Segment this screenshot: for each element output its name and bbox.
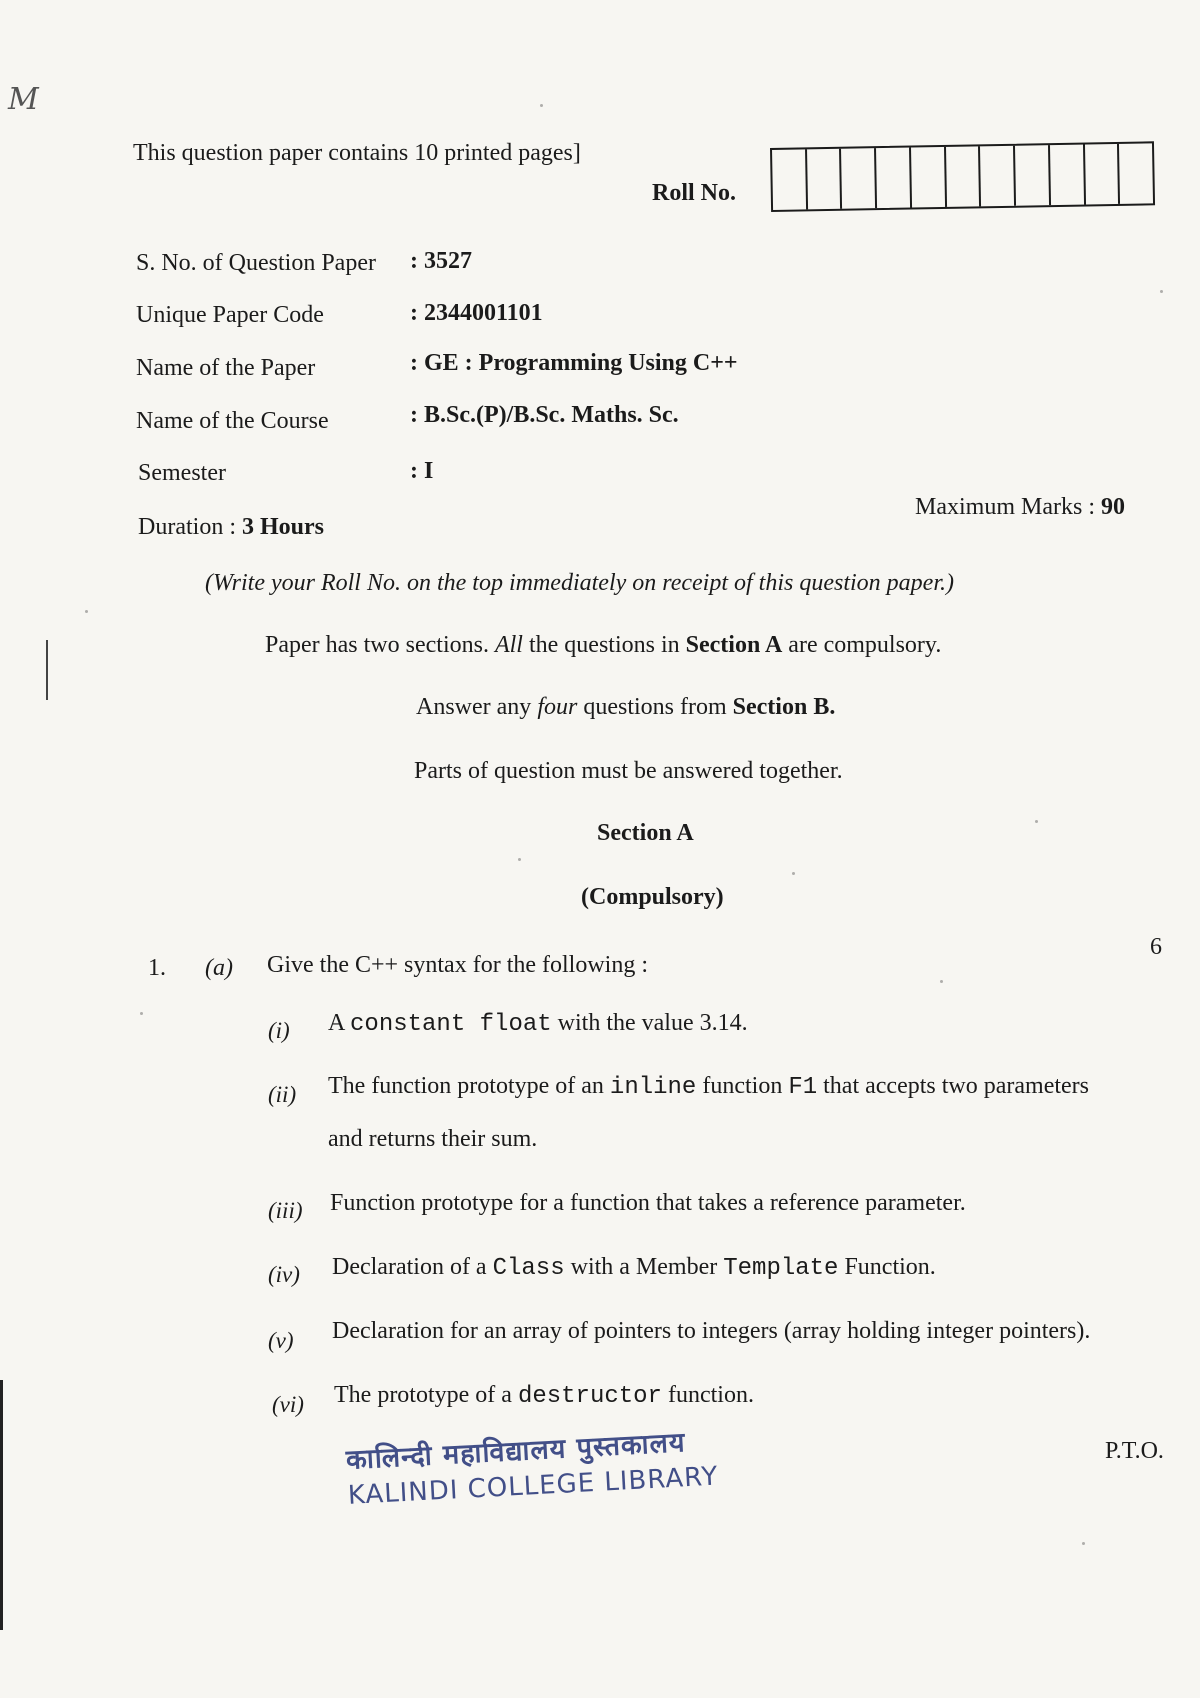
item-text: The function prototype of an bbox=[328, 1073, 610, 1099]
code-keyword: constant float bbox=[350, 1011, 552, 1038]
item-text: Declaration of a bbox=[332, 1254, 493, 1280]
instr-section-ref: Section B. bbox=[732, 694, 836, 720]
stamp-hindi-text: कालिन्दी महाविद्यालय पुस्तकालय bbox=[345, 1427, 687, 1476]
question-marks: 6 bbox=[1150, 934, 1162, 960]
question-number: 1. bbox=[148, 955, 166, 981]
meta-value-course: : B.Sc.(P)/B.Sc. Maths. Sc. bbox=[410, 402, 679, 428]
duration bbox=[138, 514, 324, 541]
question-text: Give the C++ syntax for the following : bbox=[267, 952, 649, 978]
maximum-marks bbox=[915, 494, 1125, 521]
roll-cell bbox=[980, 146, 1016, 207]
item-text: Function. bbox=[838, 1254, 936, 1280]
roll-cell bbox=[841, 148, 877, 209]
code-keyword: inline bbox=[609, 1074, 697, 1101]
roll-cell bbox=[876, 148, 912, 209]
instr-emphasis: four bbox=[537, 694, 578, 720]
instr-text: are compulsory. bbox=[788, 632, 942, 658]
roll-cell bbox=[772, 149, 808, 210]
scan-speck bbox=[792, 872, 795, 875]
instruction-sections bbox=[265, 632, 941, 659]
item-text-ii-continued: and returns their sum. bbox=[328, 1126, 538, 1152]
code-keyword: Template bbox=[723, 1255, 839, 1282]
instruction-parts: Parts of question must be answered together. bbox=[414, 758, 843, 784]
pages-note: This question paper contains 10 printed pages] bbox=[133, 140, 581, 166]
library-stamp bbox=[345, 1421, 719, 1511]
instr-text: questions from bbox=[583, 694, 727, 720]
item-number-i: (i) bbox=[268, 1018, 290, 1043]
item-text: function bbox=[696, 1073, 789, 1099]
corner-handwritten-mark: M bbox=[8, 82, 39, 117]
meta-label-paper-code: Unique Paper Code bbox=[136, 302, 324, 328]
instr-text: Paper has two sections. bbox=[265, 632, 489, 658]
roll-number-instruction: (Write your Roll No. on the top immediately on receipt of this question paper.) bbox=[205, 570, 955, 596]
item-number-iii: (iii) bbox=[268, 1198, 303, 1223]
roll-cell bbox=[807, 149, 843, 210]
left-margin-mark bbox=[46, 640, 48, 700]
item-text: with the value 3.14. bbox=[551, 1010, 748, 1036]
item-text-i bbox=[328, 1010, 748, 1038]
item-text: function. bbox=[661, 1382, 754, 1408]
stamp-english-text: KALINDI COLLEGE LIBRARY bbox=[347, 1461, 720, 1511]
roll-cell bbox=[1085, 144, 1121, 205]
item-text-vi bbox=[334, 1382, 754, 1410]
item-text: A bbox=[328, 1010, 351, 1036]
scan-speck bbox=[940, 980, 943, 983]
roll-cell bbox=[1015, 145, 1051, 206]
item-text-iii: Function prototype for a function that takes a reference parameter. bbox=[330, 1190, 966, 1216]
meta-value-paper-name: : GE : Programming Using C++ bbox=[410, 350, 738, 376]
instr-emphasis: All bbox=[494, 632, 523, 658]
roll-number-boxes bbox=[770, 141, 1155, 212]
item-text: that accepts two parameters bbox=[817, 1073, 1090, 1099]
roll-cell bbox=[911, 147, 947, 208]
code-keyword: F1 bbox=[788, 1074, 818, 1101]
item-text: The prototype of a bbox=[334, 1382, 518, 1408]
please-turn-over: P.T.O. bbox=[1105, 1438, 1164, 1464]
instr-text: the questions in bbox=[528, 632, 680, 658]
scan-speck bbox=[85, 610, 88, 613]
item-number-v: (v) bbox=[268, 1328, 294, 1353]
item-number-iv: (iv) bbox=[268, 1262, 300, 1287]
left-edge-line bbox=[0, 1380, 3, 1630]
scan-speck bbox=[518, 858, 521, 861]
meta-label-course: Name of the Course bbox=[136, 408, 329, 434]
item-number-ii: (ii) bbox=[268, 1082, 297, 1107]
scan-speck bbox=[1082, 1542, 1085, 1545]
scan-speck bbox=[540, 104, 543, 107]
meta-value-semester: : I bbox=[410, 458, 434, 484]
max-marks-value: 90 bbox=[1101, 494, 1125, 520]
duration-label: Duration : bbox=[138, 514, 236, 540]
code-keyword: destructor bbox=[517, 1383, 662, 1410]
instr-section-ref: Section A bbox=[685, 632, 783, 658]
instr-text: Answer any bbox=[416, 694, 532, 720]
section-title: Section A bbox=[597, 820, 694, 846]
item-text-v: Declaration for an array of pointers to integers (array holding integer pointers). bbox=[332, 1318, 1091, 1344]
max-marks-label: Maximum Marks : bbox=[915, 494, 1095, 520]
duration-value: 3 Hours bbox=[241, 514, 324, 540]
scan-speck bbox=[140, 1012, 143, 1015]
code-keyword: Class bbox=[492, 1255, 565, 1282]
roll-cell bbox=[1050, 145, 1086, 206]
meta-label-paper-name: Name of the Paper bbox=[136, 355, 316, 381]
question-part: (a) bbox=[205, 955, 233, 981]
scan-speck bbox=[1035, 820, 1038, 823]
section-subtitle: (Compulsory) bbox=[581, 884, 724, 910]
meta-value-sno: : 3527 bbox=[410, 248, 472, 274]
scan-speck bbox=[1160, 290, 1163, 293]
item-text-ii bbox=[328, 1073, 1089, 1101]
item-number-vi: (vi) bbox=[272, 1392, 304, 1417]
item-text-iv bbox=[332, 1254, 936, 1282]
roll-cell bbox=[946, 146, 982, 207]
instruction-section-b bbox=[416, 694, 835, 721]
item-text: with a Member bbox=[564, 1254, 724, 1280]
roll-no-label: Roll No. bbox=[652, 180, 736, 206]
meta-value-paper-code: : 2344001101 bbox=[410, 300, 543, 326]
meta-label-sno: S. No. of Question Paper bbox=[136, 250, 376, 276]
meta-label-semester: Semester bbox=[138, 460, 226, 486]
roll-cell bbox=[1119, 143, 1153, 204]
